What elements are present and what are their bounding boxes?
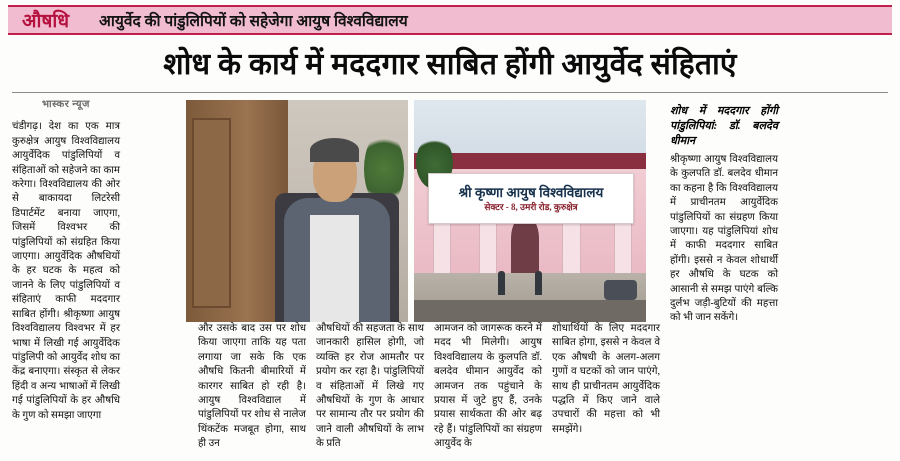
subheading: शोध में मददगार होंगी पांडुलिपियां: डॉ. बलदेव धीमान xyxy=(670,105,778,147)
headline-divider xyxy=(12,92,888,93)
banner-headline: आयुर्वेद की पांडुलिपियों को सहेजेगा आयुष विश्वविद्यालय xyxy=(99,13,408,30)
paragraph: शोधार्थियों के लिए मददगार साबित होगा, इससे न केवल वे एक औषधी के अलग-अलग गुणों व घटकों को जान पाएंगे, साथ ही प्राचीनतम आयुर्वेदिक पद्धति में किए जाने वाले उपचारों की महत्ता को भी समझेंगे। xyxy=(552,323,660,435)
paragraph: चंडीगढ़। देश का एक मात्र कुरुक्षेत्र आयुष विश्वविद्यालय आयुर्वेदिक पांडुलिपियों व संहिताओं को सहेजने का काम करेगा। विश्वविद्यालय की ओर से बाकायदा लिटरेसी डिपार्टमेंट बनाया जाएगा, जिसमें विश्वभर की पांडुलिपियों को संग्रहित किया जाएगा। आयुर्वेदिक औषधियों के हर घटक के महत्व को जानने के लिए पांडुलिपियों व संहिताएं काफी मददगार साबित होंगी। श्रीकृष्णा आयुष विश्वविद्यालय विश्वभर में हर भाषा में लिखी गई आयुर्वेदिक पांडुलिपी को आयुर्वेद शोध का केंद्र बनाएगा। संस्कृत से लेकर हिंदी व अन्य भाषाओं में लिखी गई पांडुलिपियों के हर औषधि के गुण को समझा जाएगा xyxy=(12,121,120,421)
byline: भास्कर न्यूज xyxy=(42,99,90,110)
article-body xyxy=(12,98,888,450)
column-5 xyxy=(552,322,660,437)
page-title: शोध के कार्य में मददगार साबित होंगी आयुर्वेद संहिताएं xyxy=(163,48,737,81)
signboard-subtitle: सेक्टर - 8, उमरी रोड, कुरुक्षेत्र xyxy=(484,201,578,212)
signboard-title: श्री कृष्णा आयुष विश्वविद्यालय xyxy=(458,184,604,200)
column-4 xyxy=(434,322,542,452)
paragraph: और उसके बाद उस पर शोध किया जाएगा ताकि यह पता लगाया जा सके कि एक औषधि कितनी बीमारियों में कारगर साबित हो रही है। आयुष विश्वविद्याल में पांडुलिपियों पर शोध से नालेज थिंकटेंक मजबूत होगा, साथ ही उन xyxy=(198,323,306,450)
paragraph: औषधियों की सहजता के साथ जानकारी हासिल होगी, जो व्यक्ति हर रोज आमतौर पर प्रयोग कर रहा है। पांडुलिपियों व संहिताओं में लिखे गए औषधियों के गुण के आधार पर सामान्य तौर पर प्रयोग की जाने वाली औषधियों के लाभ के प्रति xyxy=(316,323,424,450)
section-banner xyxy=(8,5,892,35)
paragraph: आमजन को जागरूक करने में मदद भी मिलेगी। आयुष विश्वविद्यालय के कुलपति डॉ. बलदेव धीमान आयुर्वेद को आमजन तक पहुंचाने के प्रयास में जुटे हुए हैं, उनके प्रयास सार्थकता की ओर बढ़ रहे हैं। पांडुलिपियों का संग्रहण आयुर्वेद के xyxy=(434,323,542,450)
column-2 xyxy=(198,322,306,452)
paragraph: श्रीकृष्णा आयुष विश्वविद्यालय के कुलपति डॉ. बलदेव धीमान का कहना है कि विश्वविद्यालय में प्राचीनतम आयुर्वेदिक पांडुलिपियों का संग्रहण किया जाएगा। यह पांडुलिपियां शोध में काफी मददगार साबित होंगी। इससे न केवल शोधार्थी हर औषधि के घटक को आसानी से समझ पाएंगे बल्कि दुर्लभ जड़ी-बुटियों की महत्ता को भी जान सकेंगे। xyxy=(670,154,778,324)
section-tag: औषधि xyxy=(22,11,70,32)
column-3 xyxy=(316,322,424,452)
column-1 xyxy=(12,98,120,423)
column-6 xyxy=(670,98,778,326)
